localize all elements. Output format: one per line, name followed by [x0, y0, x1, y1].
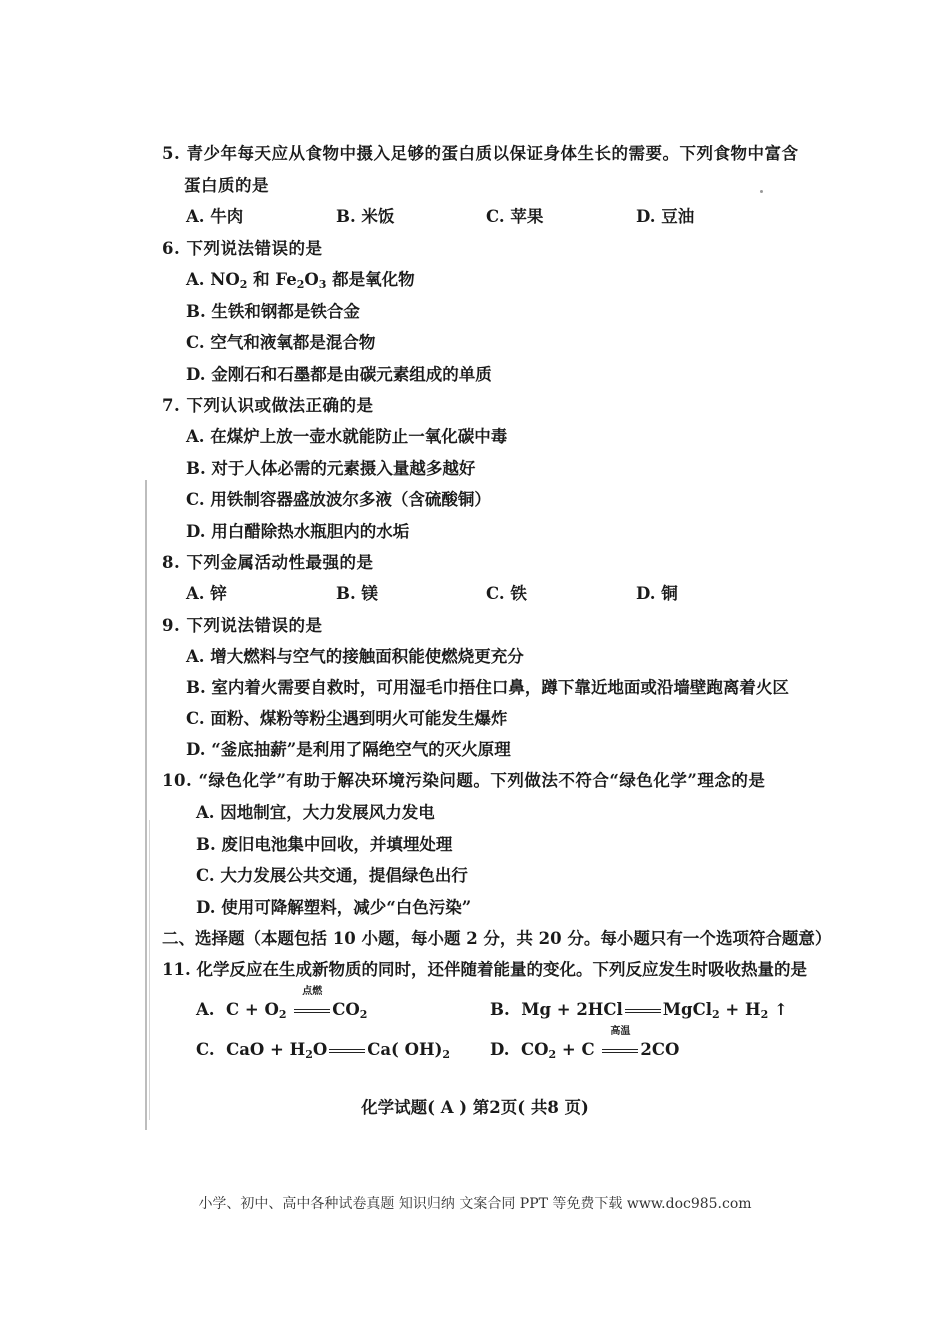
q9-option-a: A. 增大燃料与空气的接触面积能使燃烧更充分 [186, 647, 524, 666]
q8-option-d: D. 铜 [636, 584, 678, 603]
q6-option-b: B. 生铁和钢都是铁合金 [186, 302, 360, 321]
q11-stem: 11. 化学反应在生成新物质的同时，还伴随着能量的变化。下列反应发生时吸收热量的是 [162, 960, 807, 979]
q5-option-b: B. 米饭 [336, 207, 395, 226]
q10-stem: 10. “绿色化学”有助于解决环境污染问题。下列做法不符合“绿色化学”理念的是 [162, 771, 766, 790]
q9-option-b: B. 室内着火需要自救时，可用湿毛巾捂住口鼻，蹲下靠近地面或沿墙壁跑离着火区 [186, 678, 789, 697]
q7-option-c: C. 用铁制容器盛放波尔多液（含硫酸铜） [186, 490, 491, 509]
q7-option-b: B. 对于人体必需的元素摄入量越多越好 [186, 459, 476, 478]
q5-stem-cont: 蛋白质的是 [184, 176, 269, 195]
q11-option-d: D. $CO_2 + C$ 高温 2CO [490, 1026, 680, 1061]
q9-stem: 9. 下列说法错误的是 [162, 616, 323, 635]
q10-option-d: D. 使用可降解塑料，减少“白色污染” [196, 898, 472, 917]
scan-speck [760, 190, 763, 193]
q10-option-c: C. 大力发展公共交通，提倡绿色出行 [196, 866, 468, 885]
q9-option-d: D. “釜底抽薪”是利用了隔绝空气的灭火原理 [186, 740, 511, 759]
scan-artifact-line [149, 820, 150, 1120]
q10-option-b: B. 废旧电池集中回收，并填埋处理 [196, 835, 453, 854]
q5-option-d: D. 豆油 [636, 207, 695, 226]
q8-option-b: B. 镁 [336, 584, 378, 603]
q7-option-d: D. 用白醋除热水瓶胆内的水垢 [186, 522, 410, 541]
q6-option-a: A. $NO_2$ 和 $Fe_2O_3$ 都是氧化物 [186, 270, 415, 291]
scan-artifact-line [145, 480, 147, 1130]
reaction-condition: 高温 [610, 1026, 631, 1037]
q11-option-a: A. $C + O_2$ 点燃 $CO_2$ [196, 986, 368, 1021]
gas-arrow-icon: ↑ [773, 1000, 788, 1019]
q5-option-a: A. 牛肉 [186, 207, 244, 226]
q8-option-a: A. 锌 [186, 584, 227, 603]
section-2-heading: 二、选择题（本题包括 10 小题，每小题 2 分，共 20 分。每小题只有一个选项符合题意） [162, 929, 832, 948]
q8-stem: 8. 下列金属活动性最强的是 [162, 553, 374, 572]
q7-option-a: A. 在煤炉上放一壶水就能防止一氧化碳中毒 [186, 427, 508, 446]
q5-stem: 5. 青少年每天应从食物中摄入足够的蛋白质以保证身体生长的需要。下列食物中富含 [162, 144, 799, 163]
page-footer: 化学试题( A ) 第2页( 共8 页) [361, 1098, 589, 1117]
q6-option-d: D. 金刚石和石墨都是由碳元素组成的单质 [186, 365, 492, 384]
q11-option-c: C. CaO + $H_2O$ Ca( $OH)_2$ [196, 1040, 451, 1061]
q6-option-c: C. 空气和液氧都是混合物 [186, 333, 376, 352]
q10-option-a: A. 因地制宜，大力发展风力发电 [196, 803, 435, 822]
q11-option-b: B. Mg + 2HCl MgCl$_2$ + $H_2$ ↑ [490, 1000, 788, 1021]
reaction-condition: 点燃 [302, 986, 323, 997]
q6-stem: 6. 下列说法错误的是 [162, 239, 323, 258]
download-note: 小学、初中、高中各种试卷真题 知识归纳 文案合同 PPT 等免费下载 www.doc985.com [198, 1196, 752, 1212]
q8-option-c: C. 铁 [486, 584, 527, 603]
q7-stem: 7. 下列认识或做法正确的是 [162, 396, 374, 415]
q5-option-c: C. 苹果 [486, 207, 544, 226]
q9-option-c: C. 面粉、煤粉等粉尘遇到明火可能发生爆炸 [186, 709, 508, 728]
